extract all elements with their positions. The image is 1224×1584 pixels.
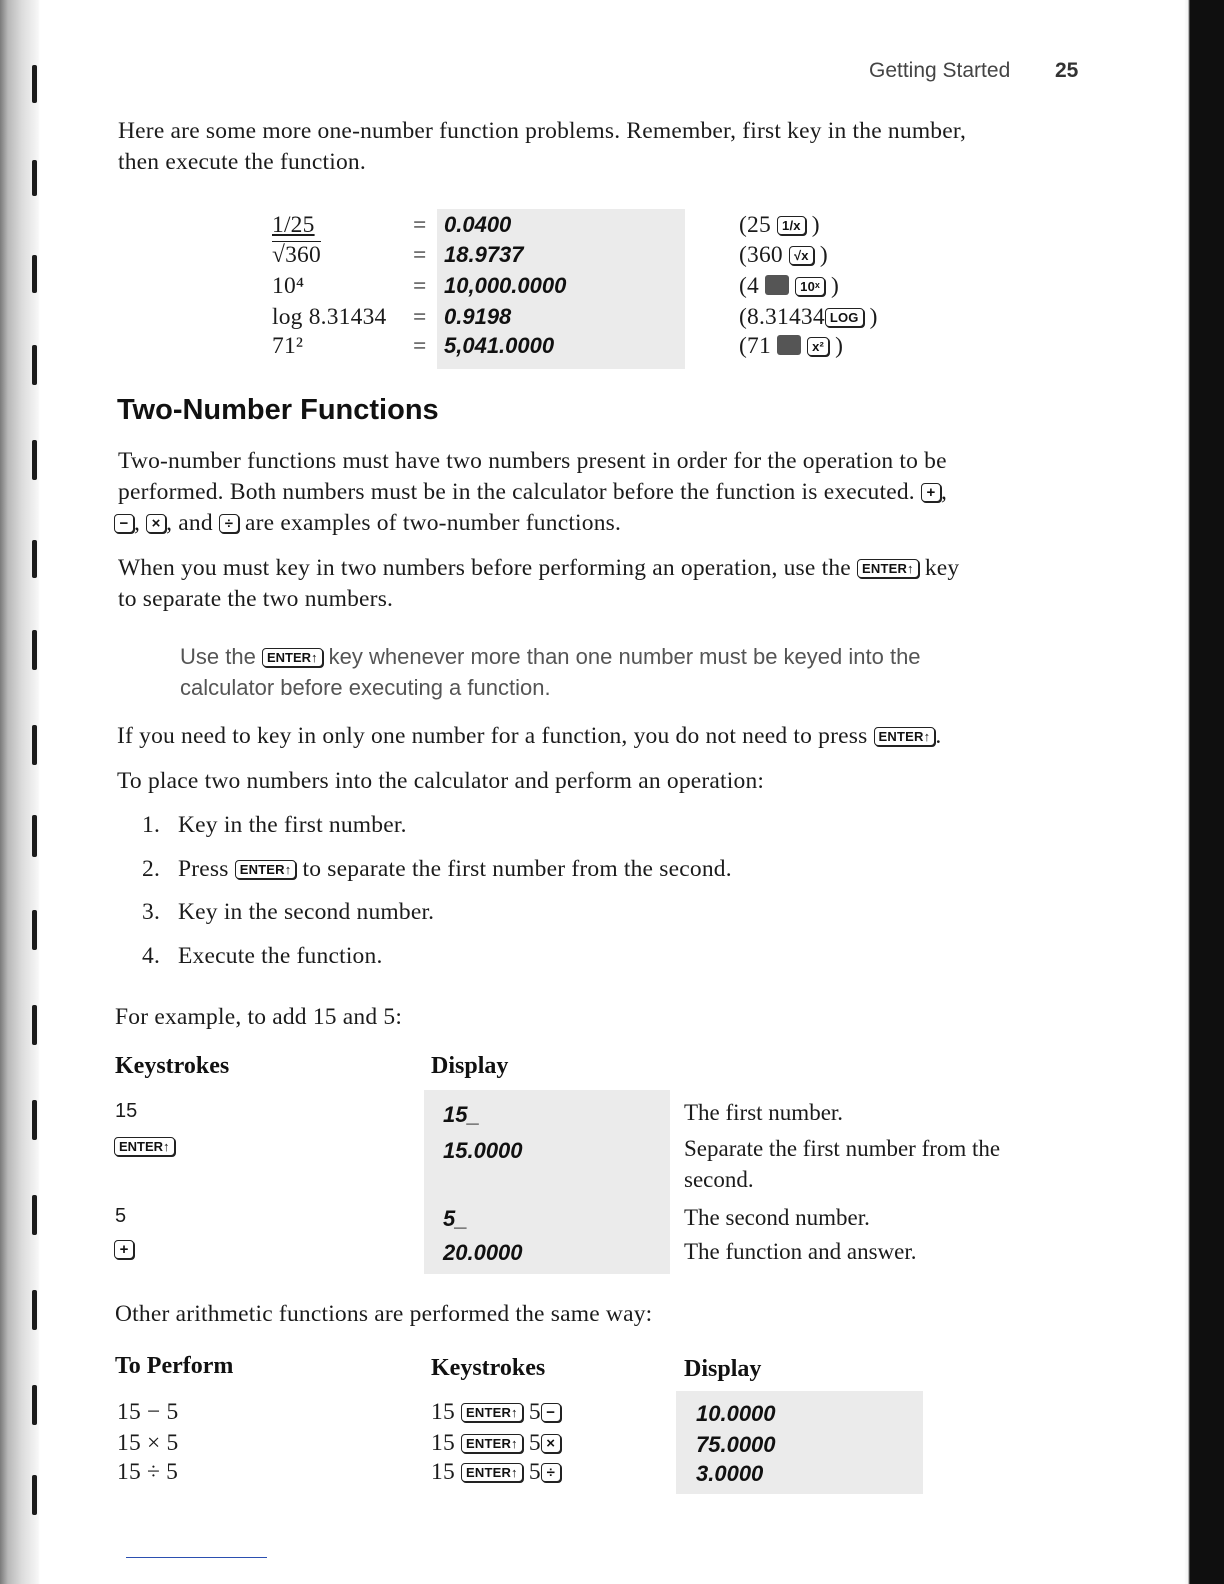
note-text: Use the [180,644,256,669]
scan-shadow-left [0,0,40,1584]
keystroke-sequence [739,271,839,302]
operation: 15 ÷ 5 [117,1459,179,1485]
para2-line-2: to separate the two numbers. [118,586,394,612]
step-text: Key in the first number. [178,812,407,838]
step-text [178,854,732,885]
keystroke-sequence [739,331,843,362]
binder-mark [32,630,37,670]
description: second. [684,1167,754,1192]
para1-text: are examples of two-number functions. [245,510,622,536]
display-value: 10.0000 [696,1401,776,1426]
expression: 71² [272,333,304,359]
column-header-keystrokes: Keystrokes [115,1053,230,1079]
close-paren: ) [811,212,820,238]
para1-text: performed. Both numbers must be in the calculator before the function is executed. [118,479,915,505]
display-value: 5_ [443,1206,468,1231]
comma: , [940,479,948,505]
result-display: 18.9737 [444,242,524,267]
close-paren: ) [831,273,840,299]
footer-rule [126,1557,267,1558]
enter-key: ENTER↑ [114,1137,175,1156]
times-key: × [146,514,166,533]
operation: 15 × 5 [117,1430,179,1456]
enter-key: ENTER↑ [461,1403,523,1422]
expression [272,240,321,271]
binder-mark [32,255,37,293]
equals-sign: = [413,242,427,268]
para2-text: key [924,555,960,581]
enter-key: ENTER↑ [235,860,297,879]
period: . [935,723,942,749]
keystroke-sequence [739,210,820,241]
para1-line-2 [118,477,947,508]
step-text-part: Press [178,856,229,882]
plus-key: + [921,483,941,502]
note-text: key whenever more than one number must be keyed into the [328,644,921,669]
note-line-2: calculator before executing a function. [180,675,551,700]
number-entry: (4 [739,273,759,299]
section-heading: Two-Number Functions [117,394,439,426]
para1-line-1: Two-number functions must have two numbers present in order for the operation to be [118,448,947,474]
enter-key: ENTER↑ [461,1434,523,1453]
intro-line-2: then execute the function. [118,149,366,175]
step-text: Execute the function. [178,943,383,969]
step-text-part: to separate the first number from the second. [302,856,732,882]
minus-key: − [541,1403,561,1422]
binder-mark [32,1385,37,1425]
step-number: 1. [142,812,161,838]
display-value: 15_ [443,1102,480,1127]
enter-key: ENTER↑ [874,727,936,746]
description: The first number. [684,1100,844,1125]
binder-mark [32,1100,37,1140]
intro-line-1: Here are some more one-number function problems. Remember, first key in the number, [118,118,967,144]
description: The second number. [684,1205,870,1230]
binder-mark [32,160,37,196]
keystroke-sequence [739,302,878,333]
number-entry: 5 [528,1459,541,1485]
number-entry: 5 [528,1430,541,1456]
equals-sign: = [413,273,427,299]
close-paren: ) [869,304,878,330]
number-entry: (360 [739,242,783,268]
keystroke-sequence [431,1457,561,1488]
binder-mark [32,345,37,385]
enter-key: ENTER↑ [461,1463,523,1482]
sqrt-key: √x [789,246,814,265]
step-text: Key in the second number. [178,899,435,925]
divide-key: ÷ [219,514,239,533]
sqrt-expression: √360 [272,242,321,268]
keystroke-number: 15 [115,1100,138,1122]
step-number: 2. [142,856,161,882]
step-number: 4. [142,943,161,969]
keystroke-sequence [431,1428,561,1459]
result-display: 0.0400 [444,212,512,237]
keystroke-sequence [431,1397,561,1428]
column-header-display: Display [431,1053,509,1079]
number-entry: 5 [528,1399,541,1425]
column-header-keystrokes: Keystrokes [431,1355,546,1381]
operation: 15 − 5 [117,1399,179,1425]
page-number: 25 [1055,59,1079,82]
number-entry: 15 [431,1459,455,1485]
enter-key: ENTER↑ [262,648,323,667]
shift-key-icon [765,275,789,295]
binder-mark [32,65,37,103]
para3-text: If you need to key in only one number for a function, you do not need to press [117,723,868,749]
binder-mark [32,1290,37,1330]
comma: , [134,510,141,536]
binder-mark [32,1475,37,1515]
para1-line-3 [114,508,621,539]
result-display: 10,000.0000 [444,273,567,298]
ten-power-key: 10ˣ [795,277,825,296]
column-header-display: Display [684,1356,762,1382]
binder-mark [32,1005,37,1045]
minus-key: − [114,514,134,533]
equals-sign: = [413,304,427,330]
divide-key: ÷ [541,1463,561,1482]
para2-text: When you must key in two numbers before performing an operation, use the [118,555,851,581]
enter-key: ENTER↑ [857,559,919,578]
number-entry: (71 [739,333,771,359]
other-intro: Other arithmetic functions are performed the same way: [115,1301,653,1327]
step-number: 3. [142,899,161,925]
times-key: × [541,1434,561,1453]
result-display: 0.9198 [444,304,512,329]
close-paren: ) [835,333,844,359]
binder-mark [32,540,37,578]
expression: 1/25 [272,212,315,238]
display-value: 3.0000 [696,1461,764,1486]
binder-mark [32,910,37,950]
keystroke-key [114,1137,175,1158]
para2-line-1 [118,553,959,584]
running-header: Getting Started [869,59,1011,82]
display-value: 15.0000 [443,1138,523,1163]
scan-edge-right [1180,0,1224,1584]
example-intro: For example, to add 15 and 5: [115,1004,403,1030]
note-line-1 [180,641,921,672]
display-value: 75.0000 [696,1432,776,1457]
number-entry: 15 [431,1399,455,1425]
equals-sign: = [413,333,427,359]
log-key: LOG [825,308,864,327]
description: The function and answer. [684,1239,917,1264]
reciprocal-key: 1/x [777,216,806,235]
number-entry: (8.31434 [739,304,825,330]
binder-mark [32,815,37,857]
display-value: 20.0000 [443,1240,523,1265]
expression: log 8.31434 [272,304,387,330]
para4: To place two numbers into the calculator and perform an operation: [117,768,765,794]
number-entry: 15 [431,1430,455,1456]
number-entry: (25 [739,212,771,238]
binder-mark [32,725,37,765]
equals-sign: = [413,212,427,238]
and-text: , and [166,510,213,536]
column-header-to-perform: To Perform [115,1353,234,1379]
plus-key: + [114,1240,134,1259]
expression: 10⁴ [272,273,305,299]
shift-key-icon [777,335,801,355]
binder-mark [32,1195,37,1235]
binder-mark [32,440,37,480]
keystroke-number: 5 [115,1205,127,1227]
description: Separate the first number from the [684,1136,1001,1161]
keystroke-key [114,1240,134,1261]
result-display: 5,041.0000 [444,333,555,358]
para3 [117,721,941,752]
close-paren: ) [819,242,828,268]
x-squared-key: x² [807,337,829,356]
keystroke-sequence [739,240,828,271]
